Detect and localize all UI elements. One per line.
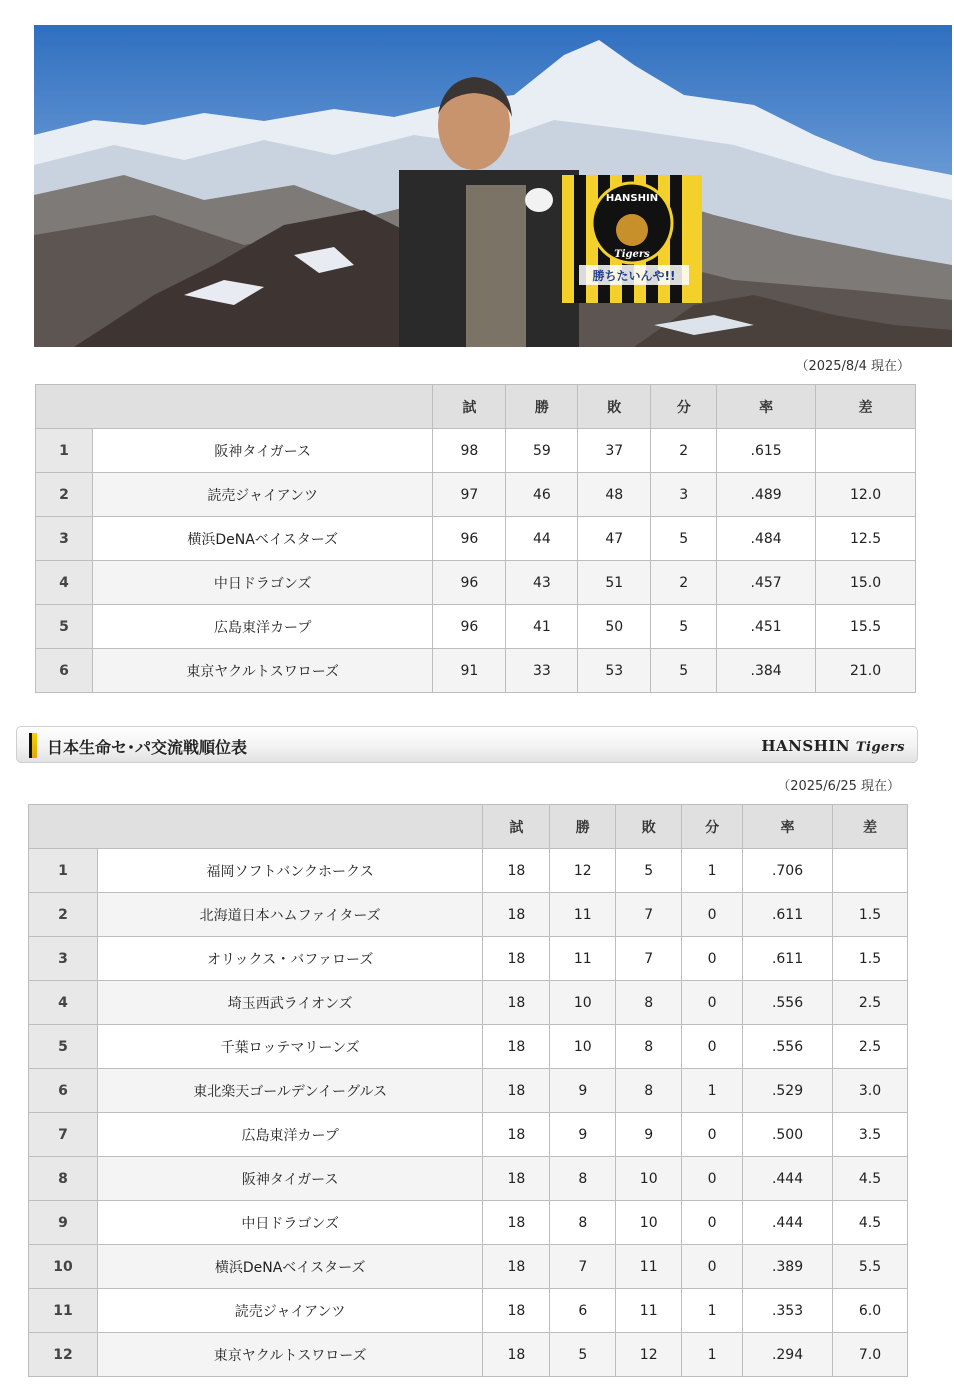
wins-cell: 5 bbox=[550, 1333, 616, 1377]
team-name-cell: 広島東洋カープ bbox=[92, 605, 433, 649]
team-name-cell: オリックス・バファローズ bbox=[97, 937, 482, 981]
games-cell: 96 bbox=[433, 517, 506, 561]
losses-cell: 9 bbox=[616, 1113, 682, 1157]
losses-cell: 10 bbox=[616, 1157, 682, 1201]
table-row bbox=[29, 1289, 908, 1333]
table-row bbox=[29, 1113, 908, 1157]
games-cell: 18 bbox=[483, 849, 550, 893]
team-name-cell: 読売ジャイアンツ bbox=[92, 473, 433, 517]
svg-text:Tigers: Tigers bbox=[614, 249, 650, 260]
gb-cell: 4.5 bbox=[833, 1201, 908, 1245]
losses-cell: 7 bbox=[616, 893, 682, 937]
gb-cell: 12.0 bbox=[816, 473, 916, 517]
rank-cell: 5 bbox=[29, 1025, 98, 1069]
rank-cell: 9 bbox=[29, 1201, 98, 1245]
table-row bbox=[29, 937, 908, 981]
mountain-photo bbox=[34, 25, 952, 347]
rank-cell: 10 bbox=[29, 1245, 98, 1289]
pct-cell: .451 bbox=[717, 605, 816, 649]
team-name-cell: 広島東洋カープ bbox=[97, 1113, 482, 1157]
rank-cell: 3 bbox=[36, 517, 93, 561]
hanshin-tigers-logo bbox=[761, 737, 905, 755]
interleague-as-of: （2025/6/25 現在） bbox=[777, 779, 900, 794]
draws-cell: 0 bbox=[682, 937, 743, 981]
gb-cell: 2.5 bbox=[833, 1025, 908, 1069]
table-row bbox=[36, 473, 916, 517]
rank-cell: 3 bbox=[29, 937, 98, 981]
hero-photo bbox=[34, 25, 952, 347]
gb-cell: 3.5 bbox=[833, 1113, 908, 1157]
losses-cell: 12 bbox=[616, 1333, 682, 1377]
table-row bbox=[36, 649, 916, 693]
wins-cell: 9 bbox=[550, 1069, 616, 1113]
gb-cell: 5.5 bbox=[833, 1245, 908, 1289]
central-standings-table bbox=[35, 384, 916, 693]
losses-cell: 11 bbox=[616, 1245, 682, 1289]
pct-cell: .444 bbox=[743, 1201, 833, 1245]
pct-cell: .294 bbox=[743, 1333, 833, 1377]
draws-cell: 0 bbox=[682, 1157, 743, 1201]
section-title: 日本生命セ･パ交流戦順位表 bbox=[47, 738, 248, 757]
header-wins: 勝 bbox=[550, 805, 616, 849]
losses-cell: 50 bbox=[578, 605, 651, 649]
wins-cell: 59 bbox=[506, 429, 578, 473]
header-wins: 勝 bbox=[506, 385, 578, 429]
table-row bbox=[29, 849, 908, 893]
table-row bbox=[29, 1025, 908, 1069]
games-cell: 98 bbox=[433, 429, 506, 473]
losses-cell: 48 bbox=[578, 473, 651, 517]
rank-cell: 2 bbox=[29, 893, 98, 937]
table-row bbox=[36, 429, 916, 473]
table-row bbox=[29, 1201, 908, 1245]
wins-cell: 11 bbox=[550, 893, 616, 937]
section-accent-bar bbox=[29, 733, 37, 758]
header-losses: 敗 bbox=[578, 385, 651, 429]
games-cell: 91 bbox=[433, 649, 506, 693]
pct-cell: .389 bbox=[743, 1245, 833, 1289]
losses-cell: 51 bbox=[578, 561, 651, 605]
table-row bbox=[29, 1069, 908, 1113]
losses-cell: 8 bbox=[616, 981, 682, 1025]
table-row bbox=[36, 517, 916, 561]
wins-cell: 43 bbox=[506, 561, 578, 605]
pct-cell: .529 bbox=[743, 1069, 833, 1113]
pct-cell: .500 bbox=[743, 1113, 833, 1157]
draws-cell: 2 bbox=[651, 561, 717, 605]
pct-cell: .611 bbox=[743, 937, 833, 981]
header-team bbox=[36, 385, 433, 429]
gb-cell: 2.5 bbox=[833, 981, 908, 1025]
wins-cell: 9 bbox=[550, 1113, 616, 1157]
interleague-section-header bbox=[16, 726, 918, 763]
rank-cell: 7 bbox=[29, 1113, 98, 1157]
pct-cell: .556 bbox=[743, 1025, 833, 1069]
games-cell: 18 bbox=[483, 1157, 550, 1201]
svg-text:HANSHIN: HANSHIN bbox=[605, 193, 659, 204]
central-as-of: （2025/8/4 現在） bbox=[795, 359, 910, 374]
wins-cell: 10 bbox=[550, 981, 616, 1025]
wins-cell: 46 bbox=[506, 473, 578, 517]
gb-cell: 12.5 bbox=[816, 517, 916, 561]
table-row bbox=[29, 981, 908, 1025]
logo-sub: Tigers bbox=[855, 740, 905, 755]
draws-cell: 0 bbox=[682, 1113, 743, 1157]
rank-cell: 6 bbox=[29, 1069, 98, 1113]
losses-cell: 7 bbox=[616, 937, 682, 981]
team-name-cell: 横浜DeNAベイスターズ bbox=[97, 1245, 482, 1289]
wins-cell: 8 bbox=[550, 1157, 616, 1201]
header-team bbox=[29, 805, 483, 849]
header-draws: 分 bbox=[651, 385, 717, 429]
rank-cell: 1 bbox=[29, 849, 98, 893]
gb-cell: 6.0 bbox=[833, 1289, 908, 1333]
pct-cell: .353 bbox=[743, 1289, 833, 1333]
draws-cell: 0 bbox=[682, 1025, 743, 1069]
wins-cell: 11 bbox=[550, 937, 616, 981]
team-name-cell: 東京ヤクルトスワローズ bbox=[92, 649, 433, 693]
rank-cell: 11 bbox=[29, 1289, 98, 1333]
draws-cell: 5 bbox=[651, 517, 717, 561]
table-row bbox=[29, 1333, 908, 1377]
wins-cell: 44 bbox=[506, 517, 578, 561]
table-header-row bbox=[29, 805, 908, 849]
games-cell: 18 bbox=[483, 981, 550, 1025]
rank-cell: 4 bbox=[36, 561, 93, 605]
draws-cell: 5 bbox=[651, 649, 717, 693]
header-gb: 差 bbox=[816, 385, 916, 429]
header-draws: 分 bbox=[682, 805, 743, 849]
losses-cell: 5 bbox=[616, 849, 682, 893]
games-cell: 18 bbox=[483, 1289, 550, 1333]
tigers-towel bbox=[562, 175, 702, 303]
team-name-cell: 阪神タイガース bbox=[92, 429, 433, 473]
wins-cell: 33 bbox=[506, 649, 578, 693]
draws-cell: 0 bbox=[682, 893, 743, 937]
table-row bbox=[29, 1245, 908, 1289]
draws-cell: 0 bbox=[682, 1201, 743, 1245]
gb-cell bbox=[816, 429, 916, 473]
interleague-standings-table bbox=[28, 804, 908, 1377]
team-name-cell: 読売ジャイアンツ bbox=[97, 1289, 482, 1333]
losses-cell: 8 bbox=[616, 1025, 682, 1069]
pct-cell: .556 bbox=[743, 981, 833, 1025]
draws-cell: 0 bbox=[682, 981, 743, 1025]
team-name-cell: 千葉ロッテマリーンズ bbox=[97, 1025, 482, 1069]
wins-cell: 10 bbox=[550, 1025, 616, 1069]
pct-cell: .457 bbox=[717, 561, 816, 605]
losses-cell: 53 bbox=[578, 649, 651, 693]
pct-cell: .611 bbox=[743, 893, 833, 937]
pct-cell: .484 bbox=[717, 517, 816, 561]
team-name-cell: 横浜DeNAベイスターズ bbox=[92, 517, 433, 561]
pct-cell: .615 bbox=[717, 429, 816, 473]
games-cell: 18 bbox=[483, 1069, 550, 1113]
team-name-cell: 東北楽天ゴールデンイーグルス bbox=[97, 1069, 482, 1113]
rank-cell: 8 bbox=[29, 1157, 98, 1201]
header-pct: 率 bbox=[717, 385, 816, 429]
rank-cell: 1 bbox=[36, 429, 93, 473]
table-row bbox=[36, 605, 916, 649]
rank-cell: 2 bbox=[36, 473, 93, 517]
draws-cell: 0 bbox=[682, 1245, 743, 1289]
gb-cell bbox=[833, 849, 908, 893]
draws-cell: 3 bbox=[651, 473, 717, 517]
losses-cell: 37 bbox=[578, 429, 651, 473]
games-cell: 18 bbox=[483, 1333, 550, 1377]
header-games: 試 bbox=[483, 805, 550, 849]
pct-cell: .444 bbox=[743, 1157, 833, 1201]
losses-cell: 8 bbox=[616, 1069, 682, 1113]
losses-cell: 11 bbox=[616, 1289, 682, 1333]
draws-cell: 1 bbox=[682, 1333, 743, 1377]
team-name-cell: 中日ドラゴンズ bbox=[92, 561, 433, 605]
draws-cell: 2 bbox=[651, 429, 717, 473]
games-cell: 97 bbox=[433, 473, 506, 517]
losses-cell: 47 bbox=[578, 517, 651, 561]
pct-cell: .384 bbox=[717, 649, 816, 693]
draws-cell: 1 bbox=[682, 1289, 743, 1333]
games-cell: 96 bbox=[433, 561, 506, 605]
team-name-cell: 北海道日本ハムファイターズ bbox=[97, 893, 482, 937]
draws-cell: 1 bbox=[682, 1069, 743, 1113]
gb-cell: 4.5 bbox=[833, 1157, 908, 1201]
logo-main: HANSHIN bbox=[761, 737, 851, 755]
rank-cell: 12 bbox=[29, 1333, 98, 1377]
wins-cell: 12 bbox=[550, 849, 616, 893]
wins-cell: 6 bbox=[550, 1289, 616, 1333]
team-name-cell: 東京ヤクルトスワローズ bbox=[97, 1333, 482, 1377]
team-name-cell: 福岡ソフトバンクホークス bbox=[97, 849, 482, 893]
gb-cell: 3.0 bbox=[833, 1069, 908, 1113]
games-cell: 96 bbox=[433, 605, 506, 649]
gb-cell: 15.5 bbox=[816, 605, 916, 649]
games-cell: 18 bbox=[483, 1025, 550, 1069]
table-row bbox=[29, 1157, 908, 1201]
games-cell: 18 bbox=[483, 1201, 550, 1245]
draws-cell: 5 bbox=[651, 605, 717, 649]
draws-cell: 1 bbox=[682, 849, 743, 893]
pct-cell: .706 bbox=[743, 849, 833, 893]
games-cell: 18 bbox=[483, 937, 550, 981]
table-row bbox=[29, 893, 908, 937]
team-name-cell: 阪神タイガース bbox=[97, 1157, 482, 1201]
header-pct: 率 bbox=[743, 805, 833, 849]
svg-text:勝ちたいんや!!: 勝ちたいんや!! bbox=[592, 269, 676, 283]
rank-cell: 5 bbox=[36, 605, 93, 649]
rank-cell: 4 bbox=[29, 981, 98, 1025]
gb-cell: 7.0 bbox=[833, 1333, 908, 1377]
wins-cell: 7 bbox=[550, 1245, 616, 1289]
team-name-cell: 中日ドラゴンズ bbox=[97, 1201, 482, 1245]
gb-cell: 1.5 bbox=[833, 937, 908, 981]
games-cell: 18 bbox=[483, 893, 550, 937]
gb-cell: 15.0 bbox=[816, 561, 916, 605]
gb-cell: 1.5 bbox=[833, 893, 908, 937]
header-games: 試 bbox=[433, 385, 506, 429]
games-cell: 18 bbox=[483, 1113, 550, 1157]
gb-cell: 21.0 bbox=[816, 649, 916, 693]
rank-cell: 6 bbox=[36, 649, 93, 693]
table-header-row bbox=[36, 385, 916, 429]
pct-cell: .489 bbox=[717, 473, 816, 517]
table-row bbox=[36, 561, 916, 605]
games-cell: 18 bbox=[483, 1245, 550, 1289]
header-losses: 敗 bbox=[616, 805, 682, 849]
wins-cell: 8 bbox=[550, 1201, 616, 1245]
wins-cell: 41 bbox=[506, 605, 578, 649]
header-gb: 差 bbox=[833, 805, 908, 849]
losses-cell: 10 bbox=[616, 1201, 682, 1245]
team-name-cell: 埼玉西武ライオンズ bbox=[97, 981, 482, 1025]
